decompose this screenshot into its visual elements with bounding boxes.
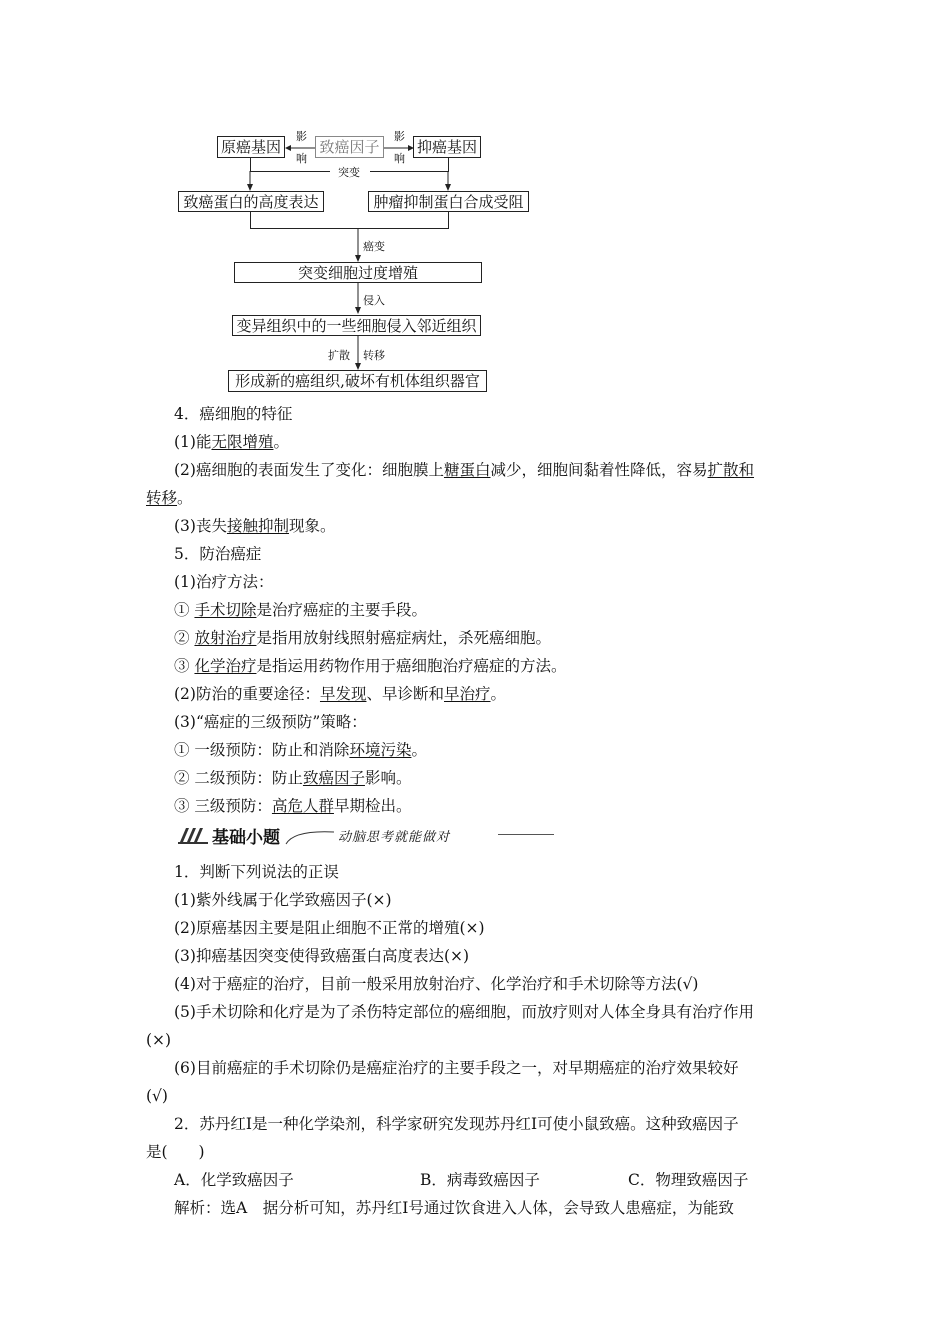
- q1-item-4: (4)对于癌症的治疗，目前一般采用放射治疗、化学治疗和手术切除等方法(√): [174, 975, 699, 993]
- tumor-suppressor-gene-box: 抑癌基因: [413, 136, 481, 158]
- q2-analysis: 解析：选A 据分析可知，苏丹红Ⅰ号通过饮食进入人体，会导致人患癌症，为能致: [174, 1199, 734, 1217]
- section4-p2-cont: 转移。: [146, 489, 193, 507]
- q1-item-1: (1)紫外线属于化学致癌因子(×): [174, 891, 392, 909]
- q1-title: 1．判断下列说法的正误: [174, 863, 339, 881]
- section5-s3: (3)“癌症的三级预防”策略：: [174, 713, 367, 731]
- q1-item-5-cont: (×): [146, 1031, 172, 1049]
- section4-p1: (1)能无限增殖。: [174, 433, 289, 451]
- q1-item-6: (6)目前癌症的手术切除仍是癌症治疗的主要手段之一，对早期癌症的治疗效果较好: [174, 1059, 739, 1077]
- section5-s2: (2)防治的重要途径：早发现、早诊断和早治疗。: [174, 685, 507, 703]
- section-header: [176, 822, 556, 848]
- transfer-label: 转移: [363, 349, 385, 362]
- mutation-arrows: [240, 171, 460, 193]
- header-subtitle: 动脑思考就能做对: [338, 830, 451, 845]
- mutation-label: 突变: [338, 166, 360, 179]
- section5-title: 5．防治癌症: [174, 545, 262, 563]
- section5-s3c: ③ 三级预防：高危人群早期检出。: [174, 797, 412, 815]
- header-stripes-icon: [176, 824, 210, 846]
- section5-s1: (1)治疗方法：: [174, 573, 274, 591]
- influence-label-left-top: 影: [296, 130, 307, 143]
- cancerize-label: 癌变: [363, 240, 385, 253]
- section4-title: 4．癌细胞的特征: [174, 405, 293, 423]
- invade-tissue-box: 变异组织中的一些细胞侵入邻近组织: [232, 315, 481, 336]
- oncoprotein-box: 致癌蛋白的高度表达: [178, 191, 324, 212]
- q2-option-c: C．物理致癌因子: [628, 1171, 749, 1189]
- carcinogen-box: 致癌因子: [315, 136, 384, 158]
- spread-label: 扩散: [328, 349, 350, 362]
- q2-stem-cont: 是( ): [146, 1143, 205, 1161]
- section5-s3a: ① 一级预防：防止和消除环境污染。: [174, 741, 427, 759]
- section5-s1c: ③ 化学治疗是指运用药物作用于癌细胞治疗癌症的方法。: [174, 657, 567, 675]
- q1-item-2: (2)原癌基因主要是阻止细胞不正常的增殖(×): [174, 919, 485, 937]
- section5-s1b: ② 放射治疗是指用放射线照射癌症病灶，杀死癌细胞。: [174, 629, 551, 647]
- q2-option-a: A．化学致癌因子: [174, 1171, 294, 1189]
- overgrowth-box: 突变细胞过度增殖: [234, 262, 482, 283]
- influence-label-left-bottom: 响: [296, 152, 307, 165]
- influence-label-right-top: 影: [394, 130, 405, 143]
- section5-s1a: ① 手术切除是治疗癌症的主要手段。: [174, 601, 427, 619]
- new-tissue-box: 形成新的癌组织,破坏有机体组织器官: [228, 370, 487, 392]
- proto-oncogene-box: 原癌基因: [217, 136, 285, 158]
- q1-item-6-cont: (√): [146, 1087, 168, 1105]
- section5-s3b: ② 二级预防：防止致癌因子影响。: [174, 769, 412, 787]
- influence-label-right-bottom: 响: [394, 152, 405, 165]
- section4-p2: (2)癌细胞的表面发生了变化：细胞膜上糖蛋白减少，细胞间黏着性降低，容易扩散和: [174, 461, 755, 479]
- q1-item-5: (5)手术切除和化疗是为了杀伤特定部位的癌细胞，而放疗则对人体全身具有治疗作用: [174, 1003, 754, 1021]
- q2-stem: 2．苏丹红Ⅰ是一种化学染剂，科学家研究发现苏丹红Ⅰ可使小鼠致癌。这种致癌因子: [174, 1115, 739, 1133]
- header-title: 基础小题: [212, 828, 280, 848]
- invade-label: 侵入: [363, 294, 385, 307]
- suppressor-protein-box: 肿瘤抑制蛋白合成受阻: [368, 191, 529, 212]
- q1-item-3: (3)抑癌基因突变使得致癌蛋白高度表达(×): [174, 947, 470, 965]
- q2-option-b: B．病毒致癌因子: [420, 1171, 540, 1189]
- section4-p3: (3)丧失接触抑制现象。: [174, 517, 336, 535]
- header-swoosh: [284, 826, 344, 846]
